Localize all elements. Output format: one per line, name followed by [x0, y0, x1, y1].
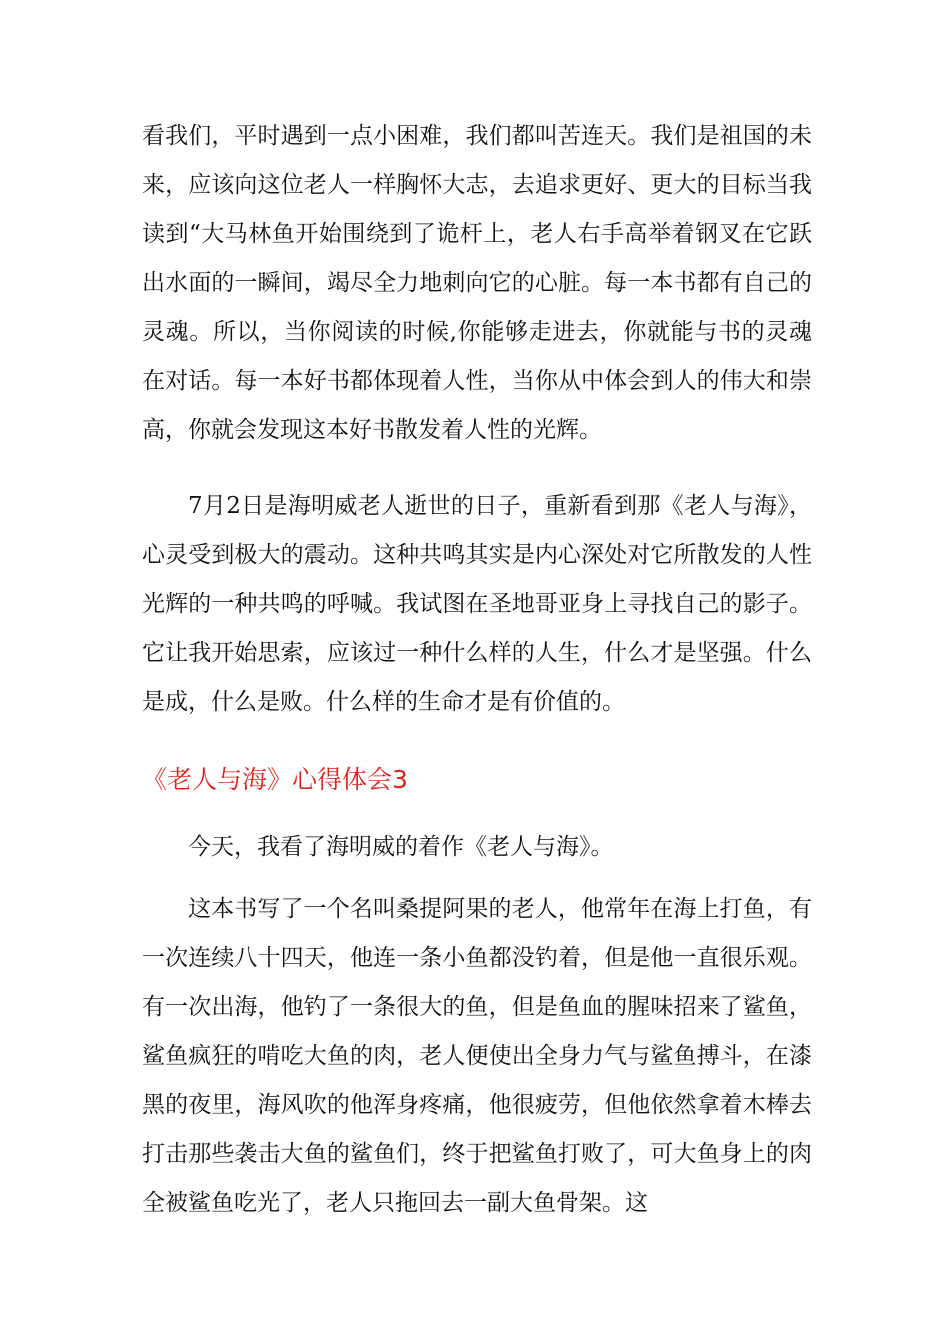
paragraph-hemingway-anniversary: 7月2日是海明威老人逝世的日子，重新看到那《老人与海》，心灵受到极大的震动。这种共鸣其实是内心深处对它所散发的人性光辉的一种共鸣的呼喊。我试图在圣地哥亚身上寻找自己的影子。它让我开始思索，应该过一种什么样的人生，什么才是坚强。什么是成，什么是败。什么样的生命才是有价值的。: [142, 493, 812, 715]
paragraph-continued: 看我们，平时遇到一点小困难，我们都叫苦连天。我们是祖国的未来，应该向这位老人一样胸怀大志，去追求更好、更大的目标当我读到“大马林鱼开始围绕到了诡杆上，老人右手高举着钢叉在它跃出水面的一瞬间，竭尽全力地刺向它的心脏。每一本书都有自己的灵魂。所以，当你阅读的时候,你能够走进去，你就能与书的灵魂在对话。每一本好书都体现着人性，当你从中体会到人的伟大和崇高，你就会发现这本好书散发着人性的光辉。: [142, 123, 812, 443]
section-heading: 《老人与海》心得体会3: [142, 765, 408, 794]
paragraph-story-summary: 这本书写了一个名叫桑提阿果的老人，他常年在海上打鱼，有一次连续八十四天，他连一条小鱼都没钓着，但是他一直很乐观。有一次出海，他钓了一条很大的鱼，但是鱼血的腥味招来了鲨鱼，鲨鱼疯狂的啃吃大鱼的肉，老人便使出全身力气与鲨鱼搏斗，在漆黑的夜里，海风吹的他浑身疼痛，他很疲劳，但他依然拿着木棒去打击那些袭击大鱼的鲨鱼们，终于把鲨鱼打败了，可大鱼身上的肉全被鲨鱼吃光了，老人只拖回去一副大鱼骨架。这: [142, 896, 812, 1216]
paragraph-intro: 今天，我看了海明威的着作《老人与海》。: [188, 834, 614, 860]
